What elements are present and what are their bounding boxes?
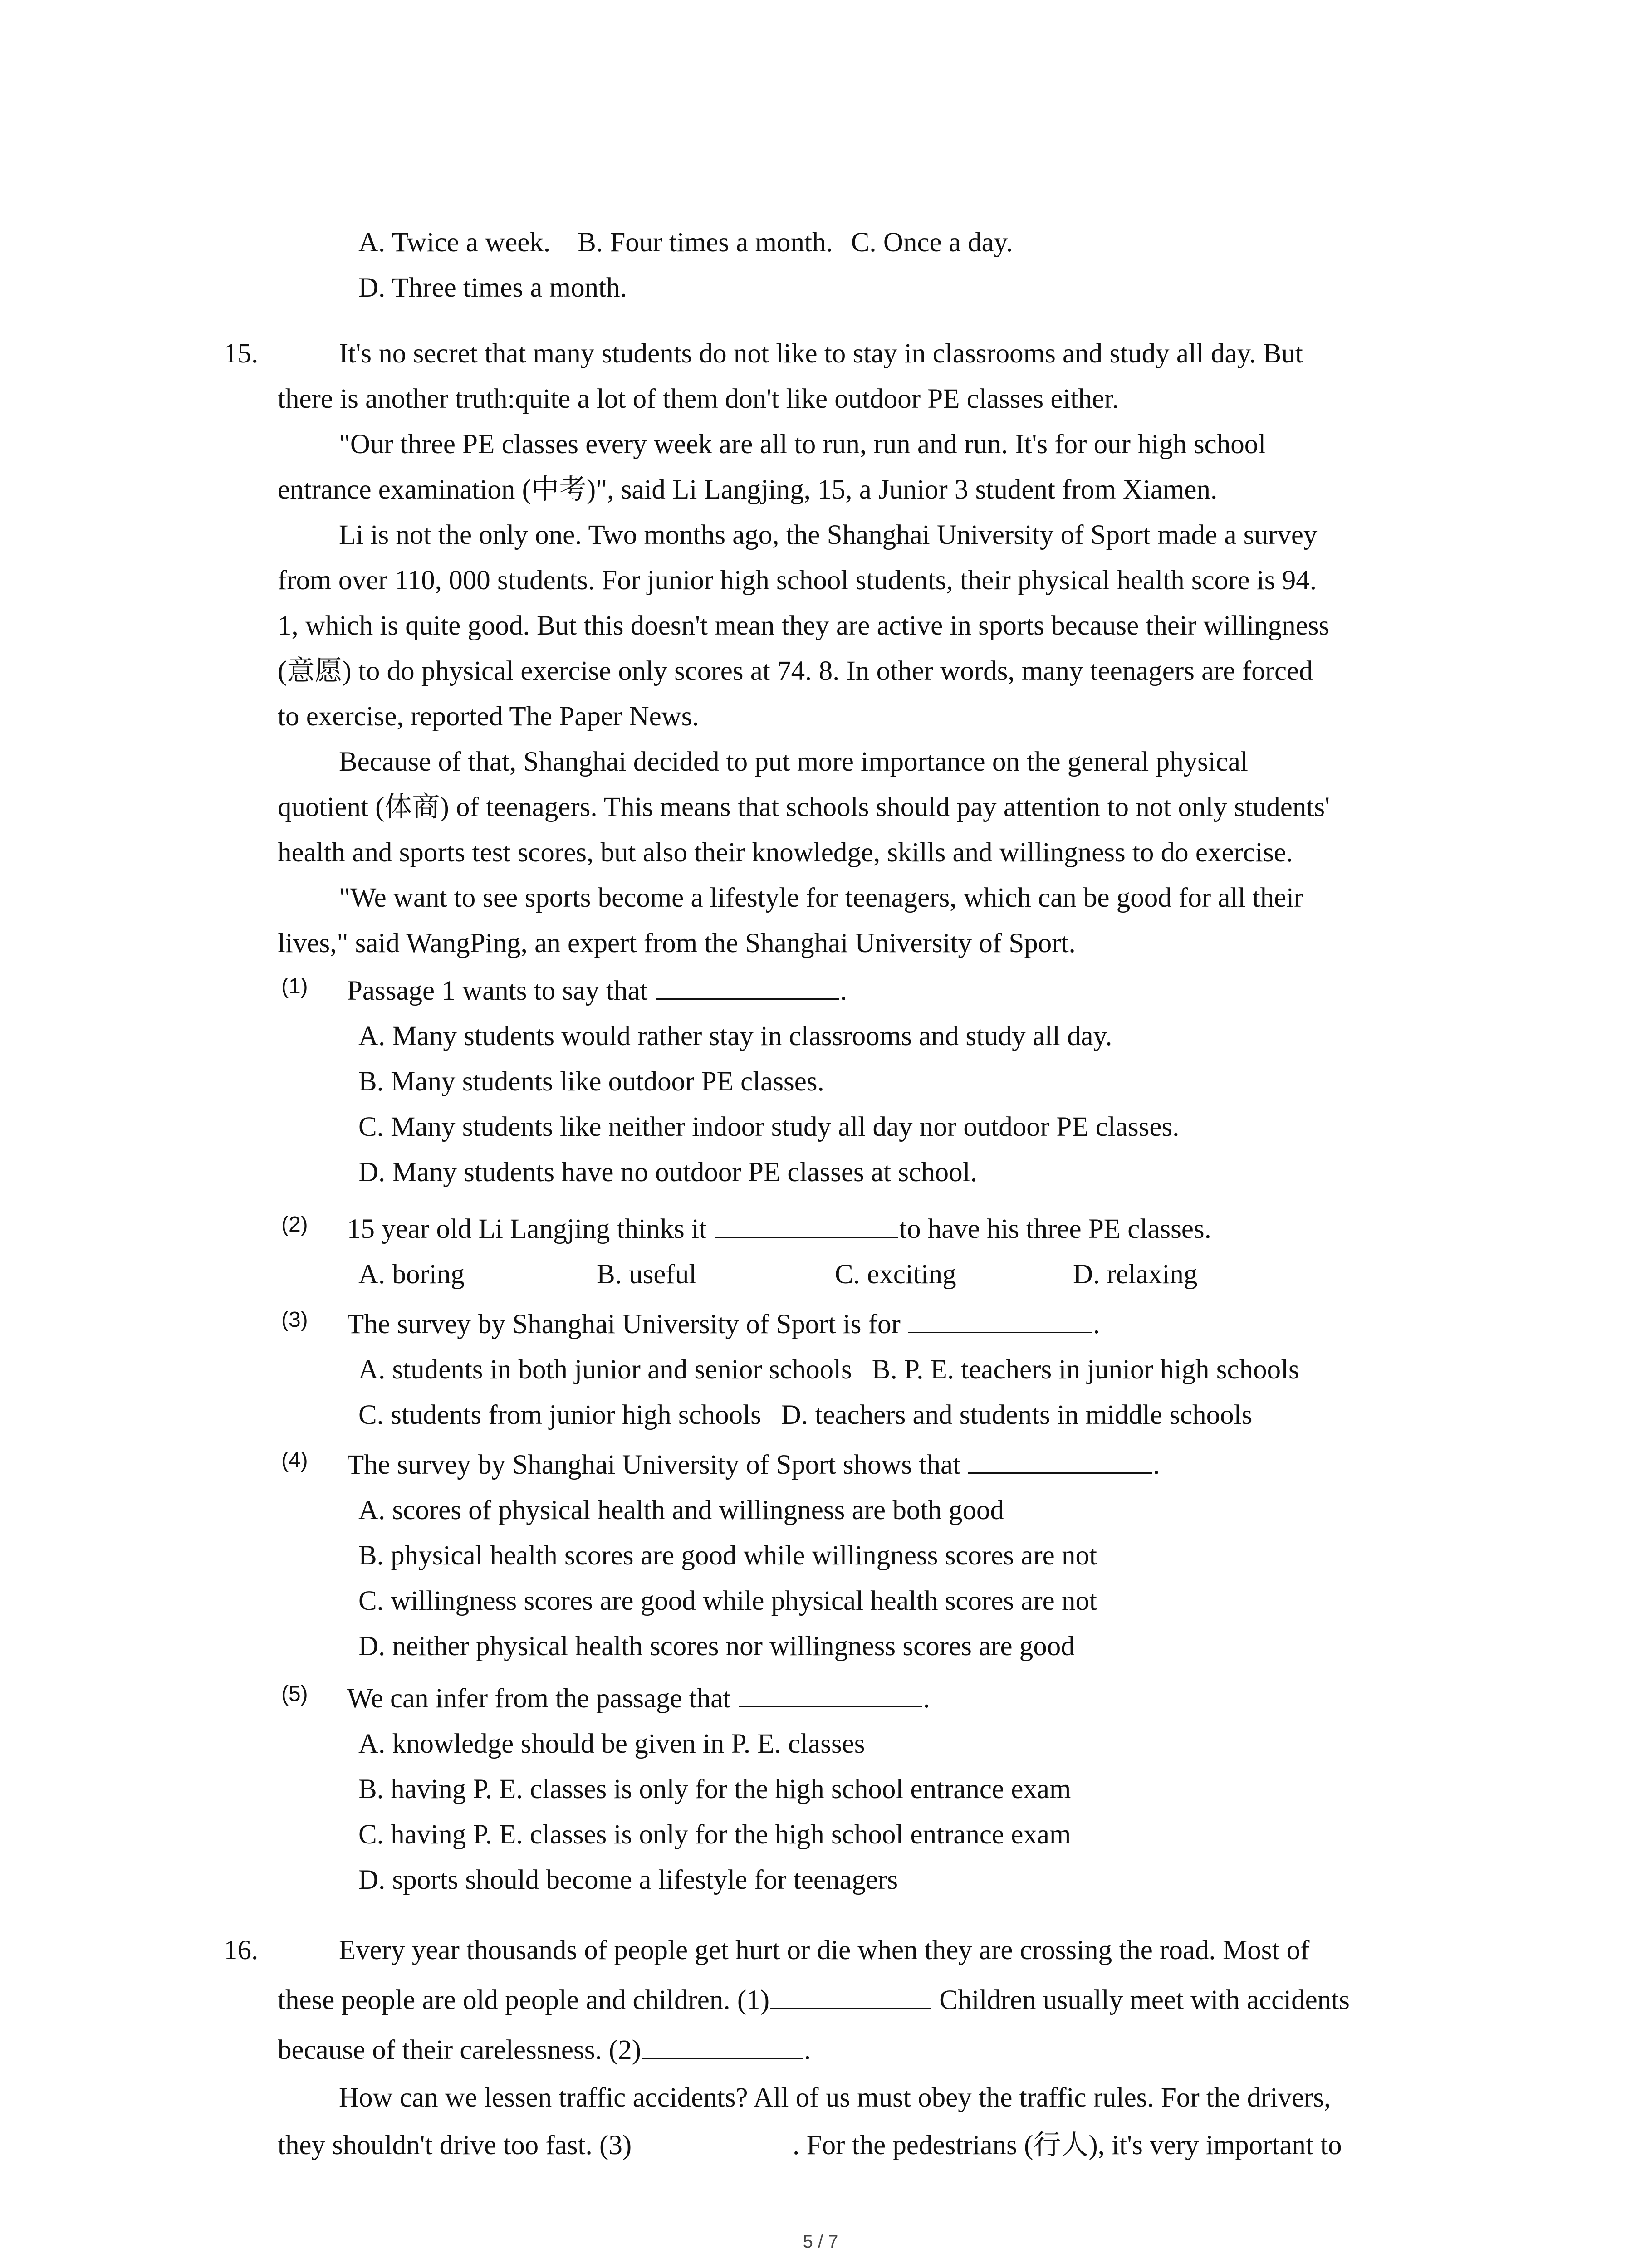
- passage-line: Li is not the only one. Two months ago, the Shanghai University of Sport made a survey: [339, 520, 1318, 550]
- passage-line: to exercise, reported The Paper News.: [278, 701, 699, 732]
- answer-blank[interactable]: [968, 1449, 1152, 1474]
- option-b: B. having P. E. classes is only for the high school entrance exam: [358, 1774, 1071, 1804]
- option-a: A. knowledge should be given in P. E. classes: [358, 1729, 865, 1759]
- q14-option-c: C. Once a day.: [851, 227, 1013, 258]
- question-number-16: 16.: [224, 1935, 259, 1965]
- subquestion-number-1: (1): [281, 974, 308, 998]
- option-b: B. useful: [597, 1259, 697, 1290]
- subquestion-stem-1: Passage 1 wants to say that .: [347, 976, 847, 1006]
- option-c: C. exciting: [835, 1259, 956, 1290]
- subquestion-stem-3: The survey by Shanghai University of Sport is for .: [347, 1309, 1100, 1339]
- option-a: A. Many students would rather stay in classrooms and study all day.: [358, 1021, 1112, 1051]
- option-c: C. having P. E. classes is only for the high school entrance exam: [358, 1819, 1071, 1850]
- subquestion-number-4: (4): [281, 1448, 308, 1472]
- subquestion-stem-5: We can infer from the passage that .: [347, 1683, 930, 1714]
- option-a: A. scores of physical health and willingness are both good: [358, 1495, 1004, 1525]
- passage-line: there is another truth:quite a lot of them don't like outdoor PE classes either.: [278, 384, 1119, 414]
- page-number: 5 / 7: [803, 2232, 838, 2252]
- option-d: D. Many students have no outdoor PE classes at school.: [358, 1157, 977, 1188]
- passage-line: they shouldn't drive too fast. (3) . For the pedestrians (行人), it's very important to: [278, 2130, 1342, 2160]
- answer-blank-2[interactable]: [642, 2034, 803, 2059]
- passage-line: "Our three PE classes every week are all to run, run and run. It's for our high school: [339, 429, 1266, 459]
- subquestion-number-3: (3): [281, 1308, 308, 1332]
- passage-line: health and sports test scores, but also their knowledge, skills and willingness to do exercise.: [278, 837, 1293, 868]
- answer-blank[interactable]: [908, 1308, 1092, 1333]
- option-c: C. willingness scores are good while physical health scores are not: [358, 1586, 1097, 1616]
- answer-blank-1[interactable]: [770, 1984, 931, 2009]
- option-c: C. students from junior high schools: [358, 1400, 761, 1430]
- passage-line: quotient (体商) of teenagers. This means that schools should pay attention to not only students': [278, 792, 1330, 822]
- passage-line: entrance examination (中考)", said Li Langjing, 15, a Junior 3 student from Xiamen.: [278, 474, 1218, 505]
- passage-line: these people are old people and children. (1) Children usually meet with accidents: [278, 1985, 1350, 2015]
- passage-line: Because of that, Shanghai decided to put more importance on the general physical: [339, 747, 1248, 777]
- passage-line: because of their carelessness. (2) .: [278, 2035, 811, 2065]
- q14-option-b: B. Four times a month.: [578, 227, 833, 258]
- option-c: C. Many students like neither indoor study all day nor outdoor PE classes.: [358, 1112, 1180, 1142]
- passage-line: How can we lessen traffic accidents? All of us must obey the traffic rules. For the drivers,: [339, 2082, 1331, 2113]
- subquestion-number-5: (5): [281, 1682, 308, 1706]
- q14-options-line1: [358, 225, 1013, 261]
- subquestion-stem-2: 15 year old Li Langjing thinks it to have his three PE classes.: [347, 1214, 1211, 1244]
- options-line: [358, 1397, 1252, 1433]
- subquestion-number-2: (2): [281, 1212, 308, 1237]
- passage-line: It's no secret that many students do not like to stay in classrooms and study all day. But: [339, 338, 1303, 369]
- answer-blank[interactable]: [739, 1682, 922, 1707]
- option-b: B. Many students like outdoor PE classes.: [358, 1066, 824, 1097]
- answer-blank[interactable]: [715, 1213, 898, 1238]
- passage-line: 1, which is quite good. But this doesn't mean they are active in sports because their willingness: [278, 611, 1330, 641]
- option-b: B. P. E. teachers in junior high schools: [872, 1354, 1299, 1385]
- passage-line: Every year thousands of people get hurt or die when they are crossing the road. Most of: [339, 1935, 1310, 1965]
- subquestion-stem-4: The survey by Shanghai University of Sport shows that .: [347, 1450, 1160, 1480]
- passage-line: lives," said WangPing, an expert from the Shanghai University of Sport.: [278, 928, 1076, 958]
- option-d: D. neither physical health scores nor willingness scores are good: [358, 1631, 1075, 1662]
- answer-blank[interactable]: [656, 975, 839, 1000]
- option-d: D. sports should become a lifestyle for teenagers: [358, 1865, 898, 1895]
- q14-option-a: A. Twice a week.: [358, 227, 551, 258]
- option-a: A. boring: [358, 1259, 465, 1290]
- option-b: B. physical health scores are good while willingness scores are not: [358, 1540, 1097, 1571]
- passage-line: "We want to see sports become a lifestyle for teenagers, which can be good for all their: [339, 883, 1303, 913]
- question-number-15: 15.: [224, 338, 259, 369]
- options-line: [358, 1352, 1299, 1388]
- option-a: A. students in both junior and senior schools: [358, 1354, 852, 1385]
- option-d: D. teachers and students in middle schools: [781, 1400, 1253, 1430]
- q14-option-d: D. Three times a month.: [358, 273, 627, 303]
- option-d: D. relaxing: [1073, 1259, 1198, 1290]
- passage-line: (意愿) to do physical exercise only scores at 74. 8. In other words, many teenagers are forced: [278, 656, 1313, 686]
- passage-line: from over 110, 000 students. For junior high school students, their physical health score is 94.: [278, 565, 1317, 596]
